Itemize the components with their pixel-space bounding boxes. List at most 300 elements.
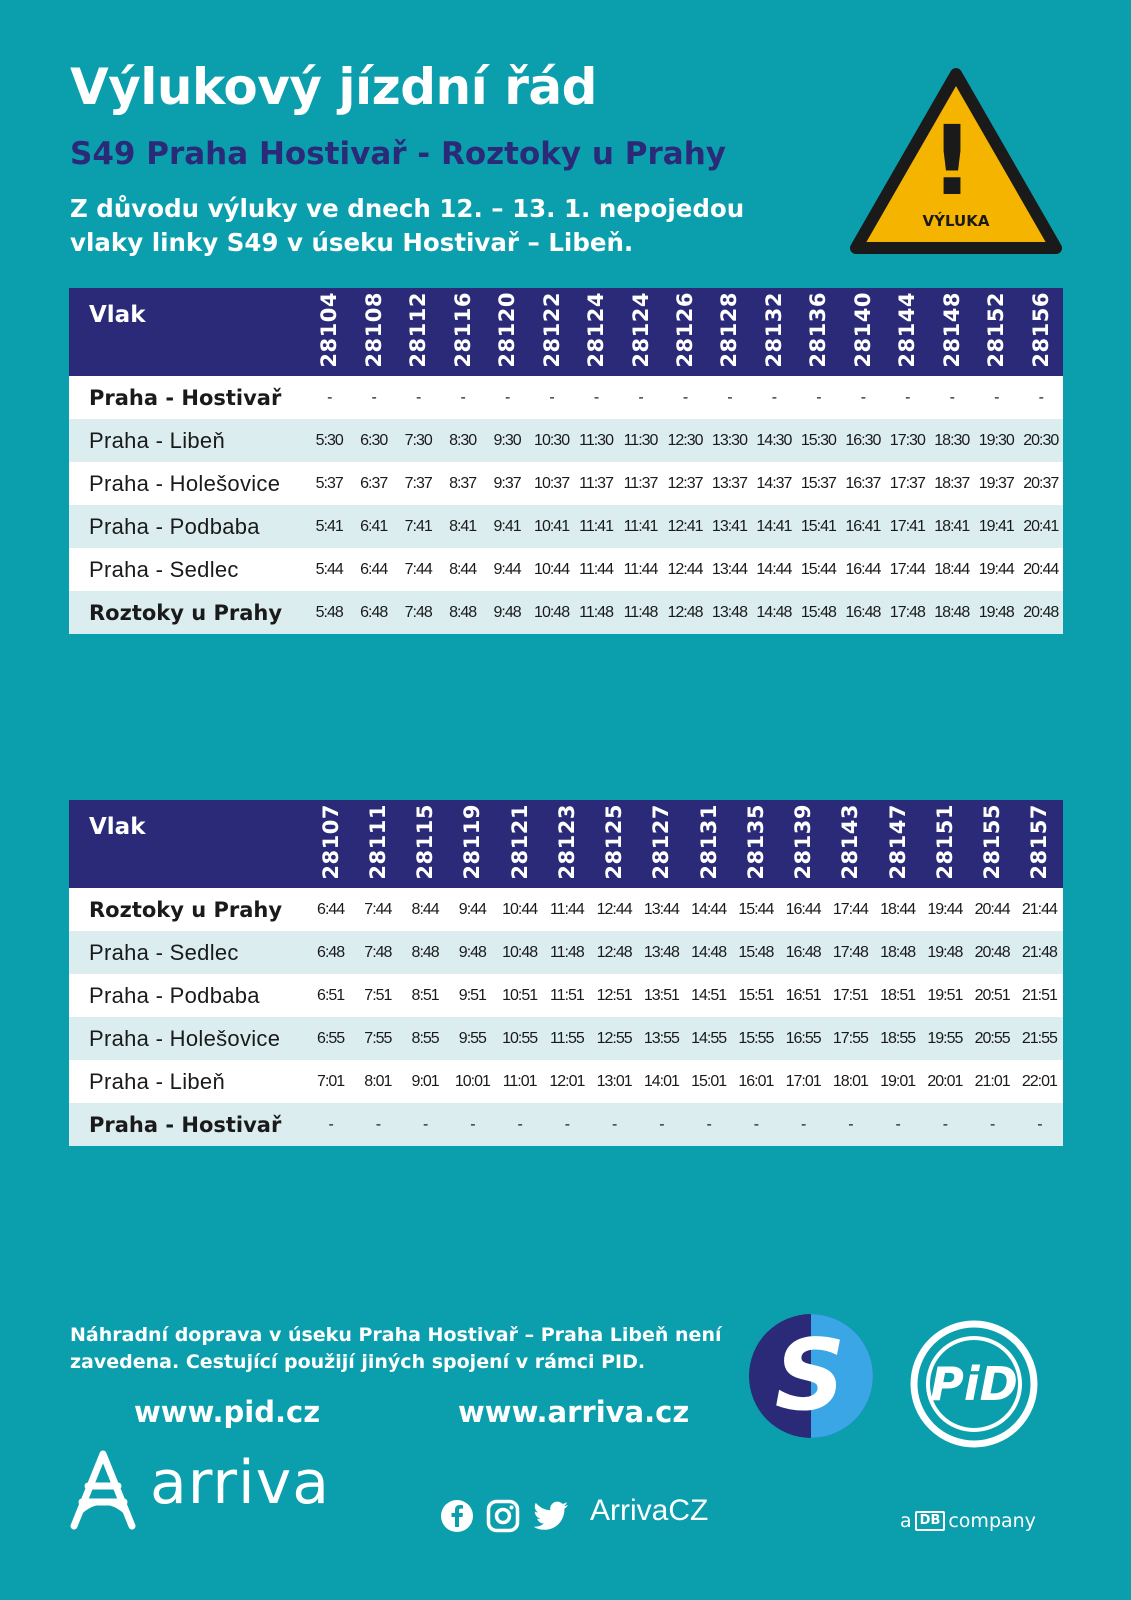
departure-time: - — [942, 1115, 948, 1133]
timetable-row — [69, 505, 1063, 548]
departure-time: 21:01 — [974, 1072, 1010, 1090]
train-number-label: 28104 — [317, 292, 342, 368]
departure-time: 8:51 — [411, 986, 439, 1004]
train-number — [485, 288, 529, 376]
train-number — [351, 288, 395, 376]
train-number-label: 28157 — [1027, 804, 1052, 880]
timetable-row — [69, 888, 1063, 931]
train-number — [307, 288, 351, 376]
train-number-label: 28123 — [554, 804, 579, 880]
departure-time: 16:30 — [845, 431, 881, 449]
departure-time: - — [860, 388, 866, 406]
timetable-header-row — [69, 288, 1063, 376]
facebook-icon[interactable] — [440, 1499, 474, 1533]
train-number — [440, 288, 484, 376]
departure-time: 15:30 — [800, 431, 836, 449]
train-number-label: 28115 — [413, 804, 438, 880]
departure-time: 13:37 — [711, 474, 747, 492]
train-number — [638, 800, 685, 888]
departure-time: 18:37 — [934, 474, 970, 492]
departure-time: 18:48 — [934, 603, 970, 621]
departure-time: 10:44 — [502, 900, 538, 918]
departure-time: 20:44 — [974, 900, 1010, 918]
departure-time: 19:55 — [927, 1029, 963, 1047]
train-number-label: 28139 — [791, 804, 816, 880]
departure-time: 11:30 — [623, 431, 658, 449]
departure-time: 20:48 — [974, 943, 1010, 961]
departure-time: 14:41 — [756, 517, 792, 535]
departure-time: - — [460, 388, 465, 406]
departure-time: 11:41 — [579, 517, 613, 535]
station-name: Praha - Podbaba — [89, 982, 260, 1008]
departure-time: 12:55 — [596, 1029, 632, 1047]
departure-time: - — [753, 1115, 759, 1133]
replacement-note: Náhradní doprava v úseku Praha Hostivař – Praha Libeň není zavedena. Cestující použijí jiných spojení v rámci PID. — [70, 1324, 722, 1373]
train-number — [752, 288, 796, 376]
departure-time: 17:37 — [889, 474, 925, 492]
departure-time: 20:51 — [974, 986, 1010, 1004]
departure-time: 21:51 — [1021, 986, 1057, 1004]
departure-time: - — [706, 1115, 711, 1133]
departure-time: 11:01 — [502, 1072, 537, 1090]
departure-time: 21:48 — [1021, 943, 1057, 961]
departure-time: 16:01 — [738, 1072, 774, 1090]
station-name: Praha - Hostivař — [89, 385, 282, 410]
station-name: Praha - Holešovice — [89, 1025, 281, 1051]
departure-time: 20:55 — [974, 1029, 1010, 1047]
departure-time: 9:51 — [458, 986, 486, 1004]
train-number — [874, 800, 921, 888]
departure-time: 9:01 — [411, 1072, 439, 1090]
departure-time: 19:44 — [978, 560, 1014, 578]
timetable-return — [69, 800, 1063, 1146]
train-number — [1019, 288, 1064, 376]
departure-time: 8:30 — [449, 431, 477, 449]
departure-time: 6:37 — [360, 474, 388, 492]
departure-time: 8:37 — [449, 474, 477, 492]
train-number-label: 28136 — [806, 292, 831, 368]
departure-time: 7:48 — [364, 943, 392, 961]
departure-time: 13:48 — [643, 943, 679, 961]
social-handle[interactable]: ArrivaCZ — [590, 1494, 709, 1527]
departure-time: 19:01 — [880, 1072, 916, 1090]
train-number-label: 28152 — [984, 292, 1009, 368]
departure-time: - — [771, 388, 777, 406]
train-number-label: 28126 — [672, 292, 697, 368]
train-number — [449, 800, 496, 888]
train-number-label: 28140 — [850, 292, 875, 368]
departure-time: 6:44 — [360, 560, 388, 578]
departure-time: 16:48 — [785, 943, 821, 961]
train-number-label: 28131 — [696, 804, 721, 880]
train-number — [663, 288, 707, 376]
train-number — [841, 288, 885, 376]
departure-time: 16:37 — [845, 474, 881, 492]
departure-time: 13:01 — [596, 1072, 632, 1090]
departure-time: 13:55 — [643, 1029, 679, 1047]
departure-time: 8:01 — [364, 1072, 392, 1090]
train-number — [1016, 800, 1063, 888]
departure-time: 18:44 — [880, 900, 916, 918]
train-number-label: 28132 — [761, 292, 786, 368]
timetable-row — [69, 419, 1063, 462]
departure-time: 10:01 — [454, 1072, 490, 1090]
train-number-label: 28112 — [406, 292, 431, 368]
departure-time: 17:30 — [889, 431, 925, 449]
line-subtitle: S49 Praha Hostivař - Roztoky u Prahy — [70, 136, 726, 172]
train-number-label: 28122 — [539, 292, 564, 368]
departure-time: 9:55 — [458, 1029, 486, 1047]
train-number-label: 28156 — [1028, 292, 1053, 368]
train-number — [307, 800, 354, 888]
departure-time: 7:30 — [404, 431, 432, 449]
train-number — [707, 288, 751, 376]
train-number — [885, 288, 929, 376]
train-number — [796, 288, 840, 376]
pid-website-link[interactable]: www.pid.cz — [134, 1395, 321, 1429]
train-number-label: 28147 — [885, 804, 910, 880]
departure-time: - — [989, 1115, 995, 1133]
departure-time: 6:41 — [360, 517, 388, 535]
station-name: Praha - Hostivař — [89, 1112, 282, 1137]
departure-time: 15:44 — [738, 900, 774, 918]
departure-time: 7:51 — [364, 986, 392, 1004]
train-number — [529, 288, 573, 376]
train-number-label: 28116 — [450, 292, 475, 368]
departure-time: 15:51 — [738, 986, 774, 1004]
departure-time: 11:55 — [549, 1029, 584, 1047]
instagram-icon[interactable] — [486, 1499, 520, 1533]
departure-time: 10:51 — [502, 986, 538, 1004]
departure-time: 13:51 — [643, 986, 679, 1004]
db-company-prefix: a — [900, 1510, 912, 1532]
departure-time: 12:51 — [596, 986, 632, 1004]
train-number — [780, 800, 827, 888]
train-number — [974, 288, 1018, 376]
departure-time: 8:55 — [411, 1029, 439, 1047]
departure-time: 20:37 — [1023, 474, 1059, 492]
departure-time: 19:37 — [978, 474, 1014, 492]
closure-notice: Z důvodu výluky ve dnech 12. – 13. 1. nepojedou vlaky linky S49 v úseku Hostivař – Libeň. — [70, 194, 745, 257]
train-number-label: 28135 — [743, 804, 768, 880]
timetable-row — [69, 591, 1063, 634]
departure-time: - — [1037, 1115, 1042, 1133]
departure-time: - — [517, 1115, 522, 1133]
pid-logo-text: PiD — [930, 1357, 1018, 1411]
departure-time: - — [659, 1115, 664, 1133]
departure-time: 13:44 — [711, 560, 747, 578]
departure-time: 20:48 — [1023, 603, 1059, 621]
departure-time: - — [895, 1115, 900, 1133]
train-number-label: 28151 — [932, 804, 957, 880]
departure-time: 21:55 — [1021, 1029, 1057, 1047]
departure-time: 20:41 — [1023, 517, 1059, 535]
departure-time: 12:37 — [667, 474, 703, 492]
departure-time: 11:48 — [579, 603, 613, 621]
train-number — [574, 288, 618, 376]
departure-time: 20:30 — [1023, 431, 1059, 449]
departure-time: 12:44 — [667, 560, 703, 578]
train-number — [591, 800, 638, 888]
departure-time: 15:44 — [800, 560, 836, 578]
departure-time: 17:55 — [832, 1029, 868, 1047]
departure-time: 7:41 — [404, 517, 432, 535]
train-number — [732, 800, 779, 888]
departure-time: 8:44 — [411, 900, 439, 918]
departure-time: 11:44 — [623, 560, 658, 578]
timetable-row — [69, 1017, 1063, 1060]
timetable-row — [69, 1103, 1063, 1146]
departure-time: - — [470, 1115, 475, 1133]
station-name: Praha - Libeň — [89, 427, 225, 453]
departure-time: 9:44 — [493, 560, 521, 578]
departure-time: 16:48 — [845, 603, 881, 621]
departure-time: 8:41 — [449, 517, 477, 535]
departure-time: 16:51 — [785, 986, 821, 1004]
departure-time: 11:48 — [549, 943, 584, 961]
train-number-label: 28144 — [895, 292, 920, 368]
departure-time: 10:48 — [534, 603, 570, 621]
departure-time: 14:44 — [756, 560, 792, 578]
departure-time: 9:41 — [493, 517, 521, 535]
train-number — [396, 288, 440, 376]
departure-time: 6:44 — [317, 900, 345, 918]
departure-time: 16:44 — [845, 560, 881, 578]
departure-time: 17:44 — [889, 560, 925, 578]
departure-time: - — [504, 388, 510, 406]
departure-time: 12:01 — [549, 1072, 585, 1090]
departure-time: 7:48 — [404, 603, 432, 621]
departure-time: 16:44 — [785, 900, 821, 918]
departure-time: 16:55 — [785, 1029, 821, 1047]
departure-time: 17:01 — [785, 1072, 821, 1090]
train-number — [543, 800, 590, 888]
departure-time: 8:48 — [411, 943, 439, 961]
departure-time: 5:44 — [315, 560, 343, 578]
departure-time: - — [371, 388, 376, 406]
twitter-icon[interactable] — [532, 1499, 570, 1533]
departure-time: 22:01 — [1021, 1072, 1057, 1090]
departure-time: 6:30 — [360, 431, 388, 449]
departure-time: 8:48 — [449, 603, 477, 621]
db-company-tagline — [900, 1510, 1036, 1532]
departure-time: 14:55 — [691, 1029, 727, 1047]
departure-time: - — [327, 388, 332, 406]
train-number-label: 28120 — [495, 292, 520, 368]
train-number-label: 28107 — [318, 804, 343, 880]
departure-time: 11:48 — [623, 603, 658, 621]
departure-time: 15:01 — [691, 1072, 727, 1090]
departure-time: - — [816, 388, 821, 406]
s-train-logo-letter: S — [774, 1319, 846, 1433]
departure-time: 6:55 — [317, 1029, 345, 1047]
departure-time: 18:48 — [880, 943, 916, 961]
departure-time: 18:55 — [880, 1029, 916, 1047]
station-name: Praha - Holešovice — [89, 470, 281, 496]
departure-time: 19:48 — [978, 603, 1014, 621]
train-column-label: Vlak — [89, 814, 146, 840]
train-number-label: 28119 — [460, 804, 485, 880]
pid-logo — [906, 1316, 1042, 1452]
timetable-row — [69, 548, 1063, 591]
departure-time: - — [593, 388, 599, 406]
timetable-header-row — [69, 800, 1063, 888]
train-number — [969, 800, 1016, 888]
departure-time: 12:41 — [667, 517, 703, 535]
train-number-label: 28124 — [584, 292, 609, 368]
timetable-row — [69, 376, 1063, 419]
train-number — [354, 800, 401, 888]
train-number-label: 28121 — [507, 804, 532, 880]
departure-time: 10:55 — [502, 1029, 538, 1047]
departure-time: 14:48 — [756, 603, 792, 621]
departure-time: - — [549, 388, 554, 406]
train-number-label: 28108 — [361, 292, 386, 368]
train-number-label: 28155 — [980, 804, 1005, 880]
train-number-label: 28148 — [939, 292, 964, 368]
departure-time: - — [375, 1115, 381, 1133]
departure-time: 14:51 — [691, 986, 727, 1004]
departure-time: 19:30 — [978, 431, 1014, 449]
departure-time: 20:01 — [927, 1072, 963, 1090]
departure-time: 19:48 — [927, 943, 963, 961]
station-name: Praha - Libeň — [89, 1068, 225, 1094]
departure-time: 7:01 — [317, 1072, 345, 1090]
departure-time: 19:51 — [927, 986, 963, 1004]
db-company-suffix: company — [948, 1510, 1036, 1532]
departure-time: 18:51 — [880, 986, 916, 1004]
departure-time: 10:44 — [534, 560, 570, 578]
departure-time: 15:37 — [800, 474, 836, 492]
departure-time: 12:48 — [596, 943, 632, 961]
arriva-wordmark: arriva — [150, 1448, 330, 1518]
departure-time: 7:55 — [364, 1029, 392, 1047]
train-number — [930, 288, 974, 376]
departure-time: 11:37 — [579, 474, 613, 492]
departure-time: - — [905, 388, 910, 406]
departure-time: 13:44 — [643, 900, 679, 918]
train-number-label: 28111 — [365, 804, 390, 880]
departure-time: 10:30 — [534, 431, 570, 449]
departure-time: 11:44 — [579, 560, 613, 578]
train-number — [618, 288, 662, 376]
departure-time: - — [994, 388, 999, 406]
departure-time: 6:48 — [317, 943, 345, 961]
departure-time: 17:48 — [832, 943, 868, 961]
train-number-label: 28128 — [717, 292, 742, 368]
departure-time: 17:48 — [889, 603, 925, 621]
departure-time: 12:48 — [667, 603, 703, 621]
departure-time: - — [611, 1115, 617, 1133]
train-column-label: Vlak — [89, 302, 146, 328]
departure-time: 16:41 — [845, 517, 881, 535]
warning-sign-icon — [848, 66, 1064, 258]
departure-time: 15:41 — [800, 517, 836, 535]
departure-time: 11:30 — [579, 431, 613, 449]
departure-time: 18:30 — [934, 431, 970, 449]
departure-time: 17:44 — [832, 900, 868, 918]
departure-time: 17:41 — [889, 517, 925, 535]
departure-time: 21:44 — [1021, 900, 1057, 918]
departure-time: - — [564, 1115, 570, 1133]
departure-time: 17:51 — [832, 986, 868, 1004]
departure-time: 12:30 — [667, 431, 703, 449]
timetable-row — [69, 462, 1063, 505]
departure-time: 10:37 — [534, 474, 570, 492]
departure-time: 9:48 — [458, 943, 486, 961]
departure-time: 10:41 — [534, 517, 570, 535]
departure-time: - — [638, 388, 643, 406]
departure-time: 6:48 — [360, 603, 388, 621]
arriva-website-link[interactable]: www.arriva.cz — [458, 1395, 690, 1429]
db-logo: DB — [915, 1511, 946, 1531]
departure-time: - — [328, 1115, 333, 1133]
departure-time: 5:48 — [315, 603, 343, 621]
train-number — [827, 800, 874, 888]
departure-time: 6:51 — [317, 986, 345, 1004]
departure-time: - — [682, 388, 688, 406]
departure-time: 13:48 — [711, 603, 747, 621]
timetable-row — [69, 931, 1063, 974]
train-number-label: 28143 — [838, 804, 863, 880]
departure-time: 10:48 — [502, 943, 538, 961]
station-name: Roztoky u Prahy — [89, 897, 283, 922]
departure-time: 18:01 — [832, 1072, 868, 1090]
departure-time: 9:37 — [493, 474, 521, 492]
departure-time: 9:48 — [493, 603, 521, 621]
train-number — [496, 800, 543, 888]
departure-time: 19:41 — [978, 517, 1014, 535]
departure-time: 9:30 — [493, 431, 521, 449]
timetable-row — [69, 974, 1063, 1017]
timetable-row — [69, 1060, 1063, 1103]
train-number-label: 28127 — [649, 804, 674, 880]
departure-time: - — [416, 388, 421, 406]
departure-time: 7:44 — [404, 560, 432, 578]
station-name: Praha - Sedlec — [89, 939, 239, 965]
departure-time: 5:30 — [315, 431, 343, 449]
departure-time: 19:44 — [927, 900, 963, 918]
departure-time: 5:37 — [315, 474, 343, 492]
social-icons — [440, 1496, 570, 1536]
departure-time: - — [800, 1115, 806, 1133]
departure-time: 14:01 — [643, 1072, 679, 1090]
departure-time: - — [727, 388, 732, 406]
departure-time: 14:30 — [756, 431, 792, 449]
train-number — [402, 800, 449, 888]
departure-time: 11:44 — [549, 900, 584, 918]
departure-time: 14:48 — [691, 943, 727, 961]
departure-time: 15:48 — [738, 943, 774, 961]
train-number-label: 28125 — [602, 804, 627, 880]
departure-time: 5:41 — [315, 517, 343, 535]
departure-time: - — [1038, 388, 1043, 406]
departure-time: 18:44 — [934, 560, 970, 578]
train-number-label: 28124 — [628, 292, 653, 368]
s-train-logo — [748, 1313, 874, 1439]
departure-time: 15:48 — [800, 603, 836, 621]
timetable-forward — [69, 288, 1063, 634]
warning-sign-label: VÝLUKA — [922, 212, 990, 230]
departure-time: 11:51 — [549, 986, 584, 1004]
departure-time: 13:30 — [711, 431, 747, 449]
departure-time: 14:37 — [756, 474, 792, 492]
departure-time: 13:41 — [711, 517, 747, 535]
station-name: Praha - Podbaba — [89, 513, 260, 539]
arriva-symbol-icon — [68, 1450, 138, 1530]
departure-time: 12:44 — [596, 900, 632, 918]
warning-sign-mark: ! — [930, 105, 974, 217]
